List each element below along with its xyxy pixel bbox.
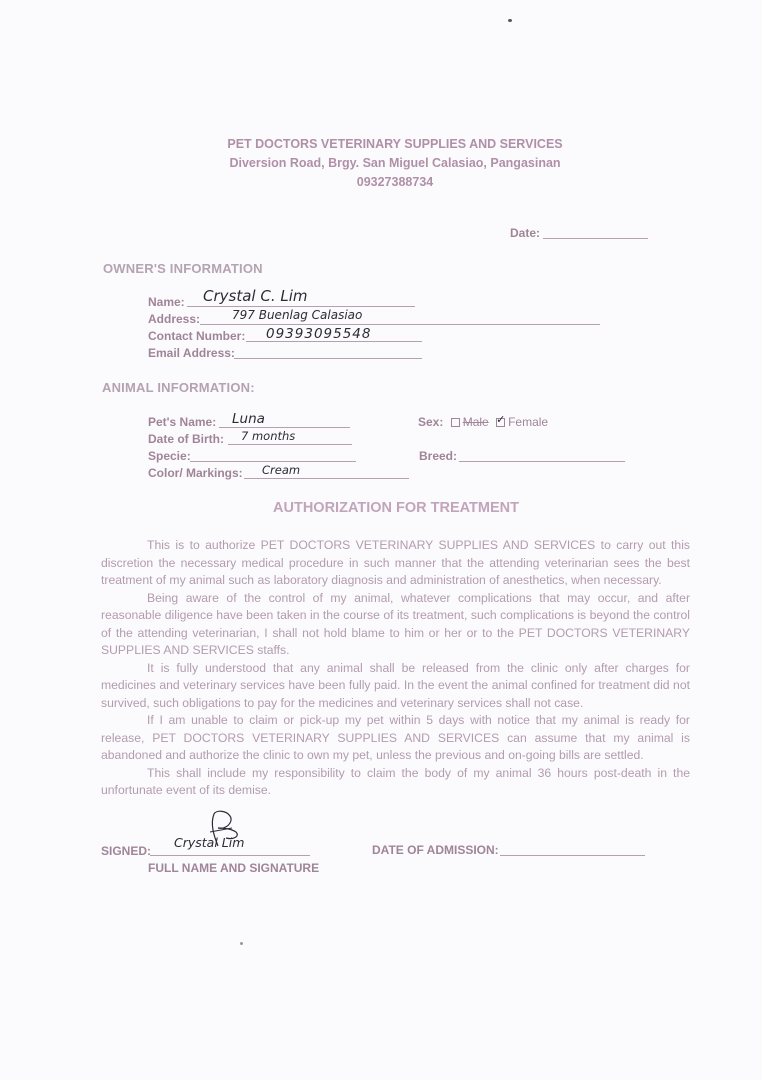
date-line[interactable] bbox=[543, 238, 648, 239]
contact-number-value: 09393095548 bbox=[266, 326, 372, 342]
date-of-admission-label: DATE OF ADMISSION: bbox=[372, 843, 499, 857]
authorization-paragraph: It is fully understood that any animal shall be released from the clinic only after charges for medicines and veterinary services have been fully paid. In the event the animal confined for treatment did not survived, such obligations to pay for the medicines and veterinary services shall not case. bbox=[101, 660, 690, 710]
authorization-title: AUTHORIZATION FOR TREATMENT bbox=[273, 500, 519, 516]
owner-address-line[interactable] bbox=[200, 324, 600, 325]
checkmark-icon: ✓ bbox=[496, 414, 506, 427]
date-label: Date: bbox=[510, 226, 541, 240]
owner-section-title: OWNER'S INFORMATION bbox=[103, 261, 263, 276]
signed-label: SIGNED: bbox=[101, 844, 152, 858]
company-phone: 09327388734 bbox=[356, 175, 434, 189]
owner-name-line[interactable] bbox=[187, 306, 415, 307]
specie-line[interactable] bbox=[190, 461, 356, 462]
owner-address-label: Address: bbox=[148, 312, 201, 326]
owner-name-label: Name: bbox=[148, 295, 185, 309]
pet-name-label: Pet's Name: bbox=[148, 415, 217, 429]
date-of-admission-line[interactable] bbox=[500, 855, 645, 856]
company-name: PET DOCTORS VETERINARY SUPPLIES AND SERVICES bbox=[227, 137, 563, 151]
email-address-label: Email Address: bbox=[148, 346, 235, 360]
male-checkbox[interactable] bbox=[451, 418, 460, 427]
authorization-paragraph: This shall include my responsibility to claim the body of my animal 36 hours post-death in the unfortunate event of its demise. bbox=[101, 765, 690, 797]
signature-scribble-icon bbox=[196, 806, 246, 851]
contact-number-label: Contact Number: bbox=[148, 329, 246, 343]
signed-name-value: Crystal Lim bbox=[174, 835, 245, 850]
date-of-birth-value: 7 months bbox=[241, 429, 296, 443]
female-checkbox[interactable] bbox=[496, 414, 506, 427]
animal-section-title: ANIMAL INFORMATION: bbox=[102, 380, 255, 395]
email-address-line[interactable] bbox=[234, 358, 422, 359]
pet-name-value: Luna bbox=[232, 411, 265, 427]
scan-speck bbox=[508, 19, 512, 22]
scan-speck bbox=[240, 942, 243, 945]
owner-address-value: 797 Buenlag Calasiao bbox=[232, 308, 363, 322]
pet-name-line[interactable] bbox=[219, 427, 350, 428]
female-option-label: Female bbox=[508, 415, 549, 429]
color-markings-value: Cream bbox=[262, 463, 301, 477]
date-of-birth-line[interactable] bbox=[228, 444, 352, 445]
owner-name-value: Crystal C. Lim bbox=[203, 287, 308, 305]
breed-line[interactable] bbox=[459, 461, 625, 462]
specie-label: Specie: bbox=[148, 449, 191, 463]
signature-caption: FULL NAME AND SIGNATURE bbox=[148, 861, 320, 875]
date-of-birth-label: Date of Birth: bbox=[148, 432, 224, 446]
breed-label: Breed: bbox=[419, 449, 458, 463]
authorization-paragraph: Being aware of the control of my animal, whatever complications that may occur, and after reasonable diligence have been taken in the course of its treatment, such complications is beyond the control of the attending veterinarian, I shall not hold blame to him or her or to the PET DOCTORS VETERINARY SUPPLIES AND SERVICES staffs. bbox=[101, 590, 690, 657]
signature-line[interactable] bbox=[150, 855, 310, 856]
authorization-body bbox=[101, 537, 690, 800]
authorization-paragraph: This is to authorize PET DOCTORS VETERINARY SUPPLIES AND SERVICES to carry out this discretion the necessary medical procedure in such manner that the attending veterinarian sees the best treatment of my animal such as laboratory diagnosis and administration of anesthetics, when necessary. bbox=[101, 538, 690, 587]
male-option-label: Male bbox=[462, 415, 489, 429]
sex-field bbox=[418, 415, 548, 429]
authorization-paragraph: If I am unable to claim or pick-up my pet within 5 days with notice that my animal is ready for release, PET DOCTORS VETERINARY SUPPLIES AND SERVICES can assume that my animal is abandoned and authorize the clinic to own my pet, unless the previous and on-going bills are settled. bbox=[101, 713, 690, 762]
color-markings-label: Color/ Markings: bbox=[148, 466, 243, 480]
sex-label: Sex: bbox=[418, 415, 444, 429]
color-markings-line[interactable] bbox=[244, 478, 409, 479]
company-address: Diversion Road, Brgy. San Miguel Calasiao, Pangasinan bbox=[229, 156, 561, 170]
